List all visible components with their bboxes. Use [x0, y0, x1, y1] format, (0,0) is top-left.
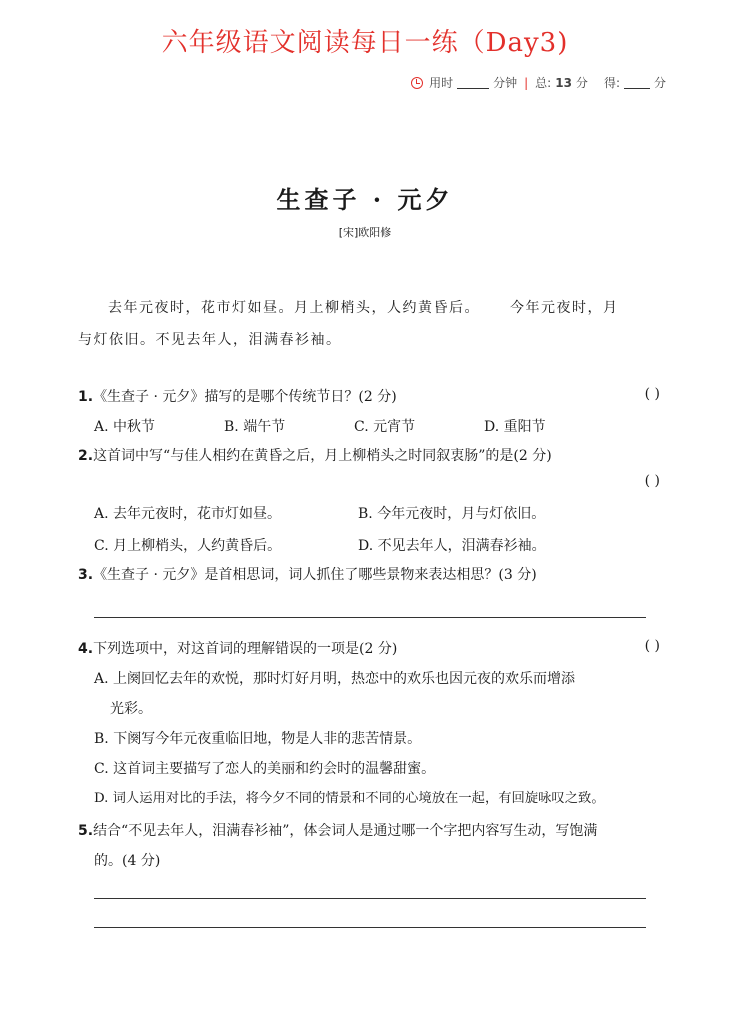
option-a[interactable]: A. 上阕回忆去年的欢悦，那时灯好月明，热恋中的欢乐也因元夜的欢乐而增添 [94, 671, 576, 687]
page-title: 六年级语文阅读每日一练（Day3) [161, 28, 569, 58]
answer-paren[interactable]: ( ) [644, 386, 660, 402]
question-1 [78, 386, 668, 436]
answer-paren[interactable]: ( ) [644, 473, 660, 489]
got-unit: 分 [653, 76, 666, 90]
question-text: 这首词中写“与佳人相约在黄昏之后，月上柳梢头之时同叙衷肠”的是(2 分) [93, 448, 552, 464]
answer-line[interactable] [94, 927, 646, 928]
option-b[interactable]: B. 端午节 [224, 419, 286, 435]
option-d[interactable]: D. 不见去年人，泪满春衫袖。 [358, 538, 546, 554]
question-number: 3. [78, 567, 94, 583]
option-a-continued[interactable]: 光彩。 [110, 701, 152, 717]
score-info [411, 74, 666, 91]
option-d[interactable]: D. 词人运用对比的手法，将今夕不同的情景和不同的心境放在一起，有回旋咏叹之致。 [94, 791, 605, 806]
total-label: 总: [535, 76, 552, 90]
question-number: 4. [78, 641, 94, 657]
poem-title: 生查子 · 元夕 [276, 185, 454, 214]
question-text: 结合“不见去年人，泪满春衫袖”，体会词人是通过哪一个字把内容写生动，写饱满 [93, 823, 598, 839]
poem-line-2: 与灯依旧。不见去年人，泪满春衫袖。 [78, 332, 342, 348]
option-b[interactable]: B. 今年元夜时，月与灯依旧。 [358, 506, 546, 522]
got-label: 得: [603, 76, 620, 90]
time-blank[interactable] [457, 76, 489, 89]
question-4 [78, 638, 668, 814]
total-unit: 分 [575, 76, 588, 90]
option-a[interactable]: A. 去年元夜时，花市灯如昼。 [94, 506, 282, 522]
time-label: 用时 [429, 76, 454, 90]
question-number: 5. [78, 823, 94, 839]
question-text: 《生查子 · 元夕》是首相思词，词人抓住了哪些景物来表达相思？(3 分) [93, 567, 537, 583]
question-number: 2. [78, 448, 94, 464]
total-score: 13 [555, 75, 572, 90]
option-d[interactable]: D. 重阳节 [484, 419, 546, 435]
answer-paren[interactable]: ( ) [644, 638, 660, 654]
question-5 [78, 816, 668, 876]
poem-line-1b: 今年元夜时，月 [510, 300, 619, 316]
question-number: 1. [78, 389, 94, 405]
score-blank[interactable] [624, 76, 650, 89]
question-text: 《生查子 · 元夕》描写的是哪个传统节日？(2 分) [93, 389, 397, 405]
question-text-continued: 的。(4 分) [94, 853, 161, 869]
question-text: 下列选项中，对这首词的理解错误的一项是(2 分) [93, 641, 398, 657]
time-unit: 分钟 [493, 76, 518, 90]
option-a[interactable]: A. 中秋节 [94, 419, 156, 435]
option-b[interactable]: B. 下阕写今年元夜重临旧地，物是人非的悲苦情景。 [94, 731, 422, 747]
poem-author: [宋]欧阳修 [338, 226, 392, 239]
separator: | [524, 75, 529, 90]
clock-icon [411, 77, 423, 89]
option-c[interactable]: C. 元宵节 [354, 419, 416, 435]
option-c[interactable]: C. 月上柳梢头，人约黄昏后。 [94, 538, 282, 554]
poem-line-1a: 去年元夜时，花市灯如昼。月上柳梢头，人约黄昏后。 [108, 300, 480, 316]
answer-line[interactable] [94, 898, 646, 899]
poem-text [78, 292, 664, 356]
option-c[interactable]: C. 这首词主要描写了恋人的美丽和约会时的温馨甜蜜。 [94, 761, 436, 777]
question-2 [78, 445, 668, 555]
answer-line[interactable] [94, 617, 646, 618]
question-3 [78, 564, 668, 584]
